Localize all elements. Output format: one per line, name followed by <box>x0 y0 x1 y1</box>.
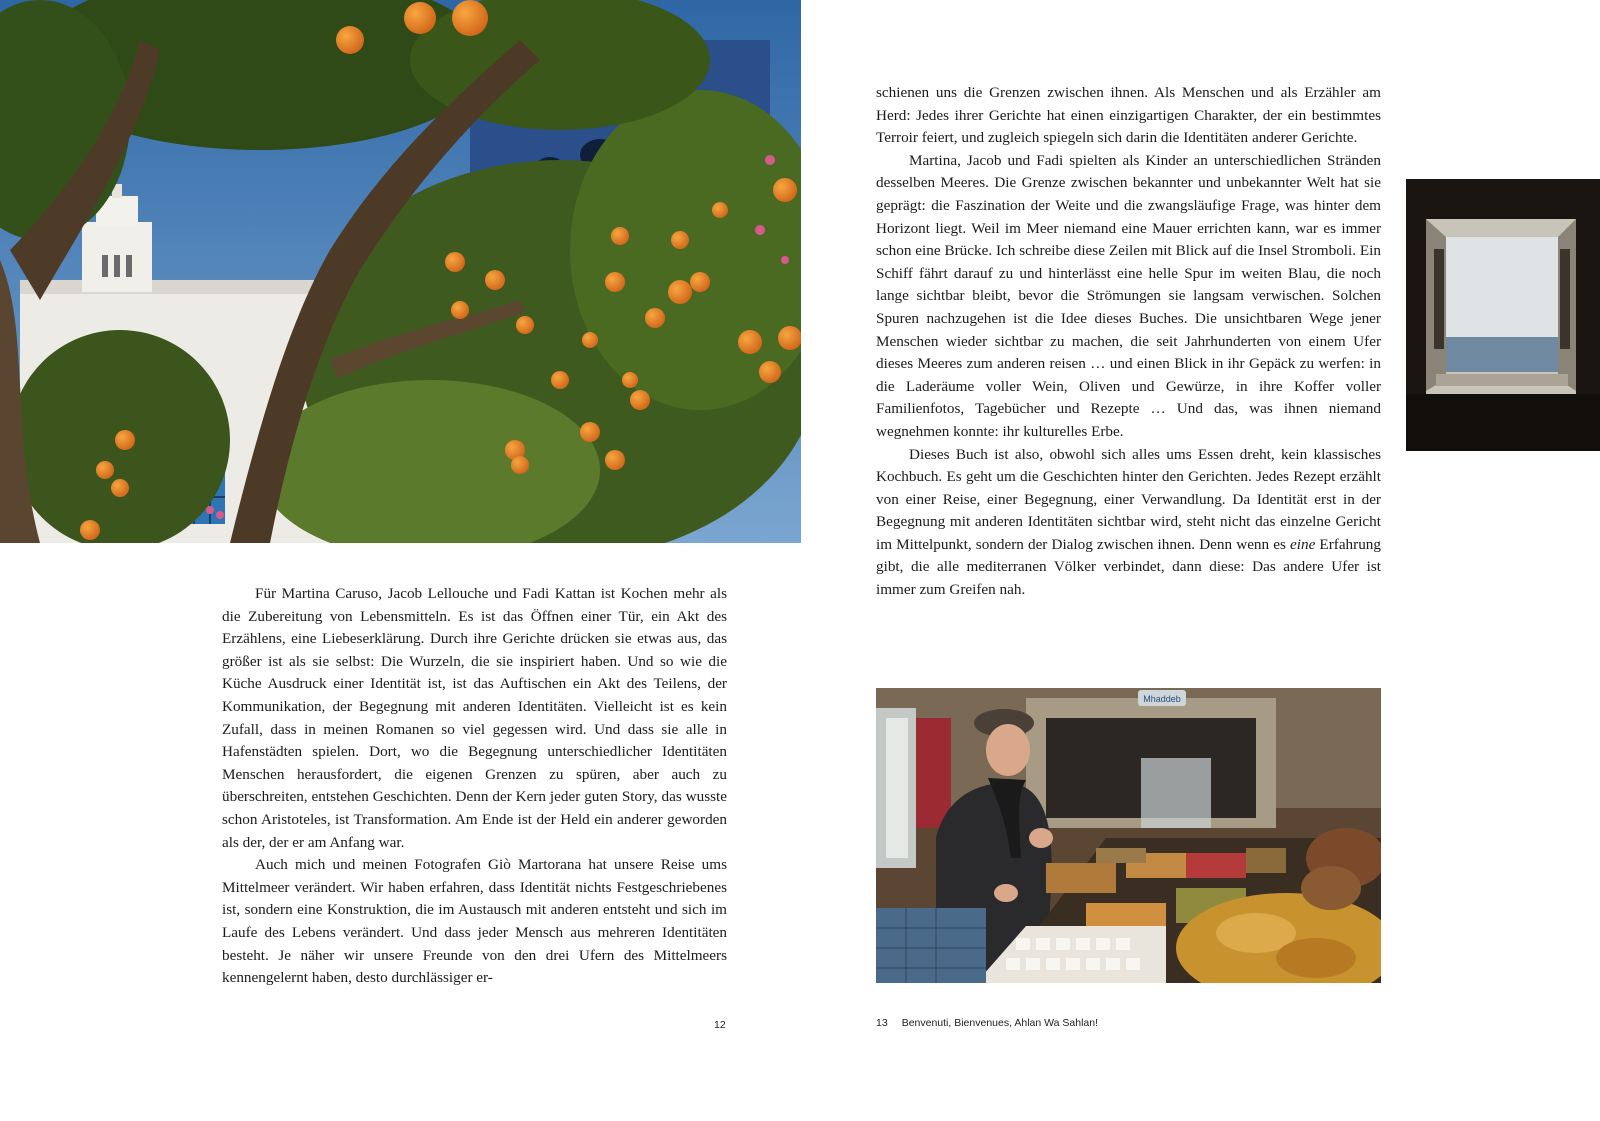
paragraph: Auch mich und meinen Fotografen Giò Martorana hat unsere Reise ums Mittelmeer verändert. Wir haben erfahren, dass Identität nichts Festgeschriebenes ist, sondern eine Konstruktion, die im Austausch mit anderen entsteht und sich im Laufe des Lebens verändert. Und dass jeder Mensch aus mehreren Identitäten besteht. Je näher wir unsere Freunde von den drei Ufern des Mittelmeers kennengelernt haben, desto durchlässiger er- <box>222 856 727 987</box>
emphasis: eine <box>1290 535 1316 553</box>
paragraph-text: Dieses Buch ist also, obwohl sich alles ums Essen dreht, kein klassisches Kochbuch. Es geht um die Geschichten hinter den Gerichten. Jedes Rezept erzählt von einer Reise, einer Begegnung, einer Verwandlung. Da Identität erst in der Begegnung mit anderen Identitäten sichtbar wird, steht nicht das einzelne Gericht im Mittelpunkt, sondern der Dialog zwischen ihnen. Denn wenn es <box>876 445 1381 553</box>
shop-sign: Mhaddeb <box>1143 694 1181 704</box>
orange-tree-photo <box>0 0 801 543</box>
left-page-text <box>222 583 727 990</box>
running-footer <box>876 1017 1098 1029</box>
paragraph: Martina, Jacob und Fadi spielten als Kinder an unterschiedlichen Stränden desselben Meeres. Die Grenze zwischen bekannter und unbekannter Welt hat sie geprägt: die Faszination der Weite und die zwangsläufige Frage, was hinter dem Horizont liegt. Weil im Meer niemand eine Mauer errichten kann, war es immer schon eine Brücke. Ich schreibe diese Zeilen mit Blick auf die Insel Stromboli. Ein Schiff fährt darauf zu und hinterlässt eine helle Spur im weiten Blau, die noch lange sichtbar bleibt, bevor die Strömungen sie langsam verwischen. Solchen Spuren nachzugehen ist die Idee dieses Buches. Die unsichtbaren Wege jener Menschen wieder sichtbar zu machen, die seit Jahrhunderten von einem Ufer dieses Meeres zum anderen reisen … und einen Blick in ihr Gepäck zu werfen: in die Laderäume voller Wein, Oliven und Gewürze, in ihre Koffer voller Familienfotos, Tagebücher und Rezepte … Und das, was ihnen niemand wegnehmen konnte: ihr kulturelles Erbe. <box>876 151 1381 440</box>
page-number-right: 13 <box>876 1017 888 1029</box>
paragraph: Für Martina Caruso, Jacob Lellouche und Fadi Kattan ist Kochen mehr als die Zubereitung von Lebensmitteln. Es ist das Öffnen einer Tür, ein Akt des Erzählens, eine Liebeserklärung. Durch ihre Gerichte drücken sie etwas aus, das größer ist als sie selbst: Die Wurzeln, die sie inspiriert haben. Und so wie die Küche Ausdruck einer Identität ist, ist das Auftischen ein Akt des Teilens, der Kommunikation, der Begegnung mit anderen Identitäten. Vielleicht ist es kein Zufall, dass in meinen Romanen so viel gegessen wird. Und dass sie alle in Hafenstädten spielen. Dort, wo die Begegnung unterschiedlicher Identitäten Menschen herausfordert, die eigenen Grenzen zu spüren, aber auch zu überschreiten, entstehen Geschichten. Denn der Kern jeder guten Story, das wusste schon Aristoteles, ist Transformation. Am Ende ist der Held ein anderer geworden als der, der er am Anfang war. <box>222 585 727 851</box>
pastry-shop-photo <box>876 688 1381 983</box>
right-page-text <box>876 82 1381 602</box>
window-sea-view-photo <box>1406 179 1600 451</box>
paragraph-continued: schienen uns die Grenzen zwischen ihnen. Als Menschen und als Erzähler am Herd: Jedes ihrer Gerichte hat einen einzigartigen Charakter, der ein bestimmtes Terroir feiert, und zugleich spiegeln sich darin die Identitäten anderer Gerichte. <box>876 84 1381 147</box>
paragraph-text: Erfahrung gibt, die alle mediterranen Völker verbindet, dann diese: Das andere Ufer ist immer zum Greifen nah. <box>876 535 1381 599</box>
paragraph <box>876 444 1381 602</box>
running-title: Benvenuti, Bienvenues, Ahlan Wa Sahlan! <box>901 1017 1099 1029</box>
page-number-left: 12 <box>714 1019 726 1031</box>
